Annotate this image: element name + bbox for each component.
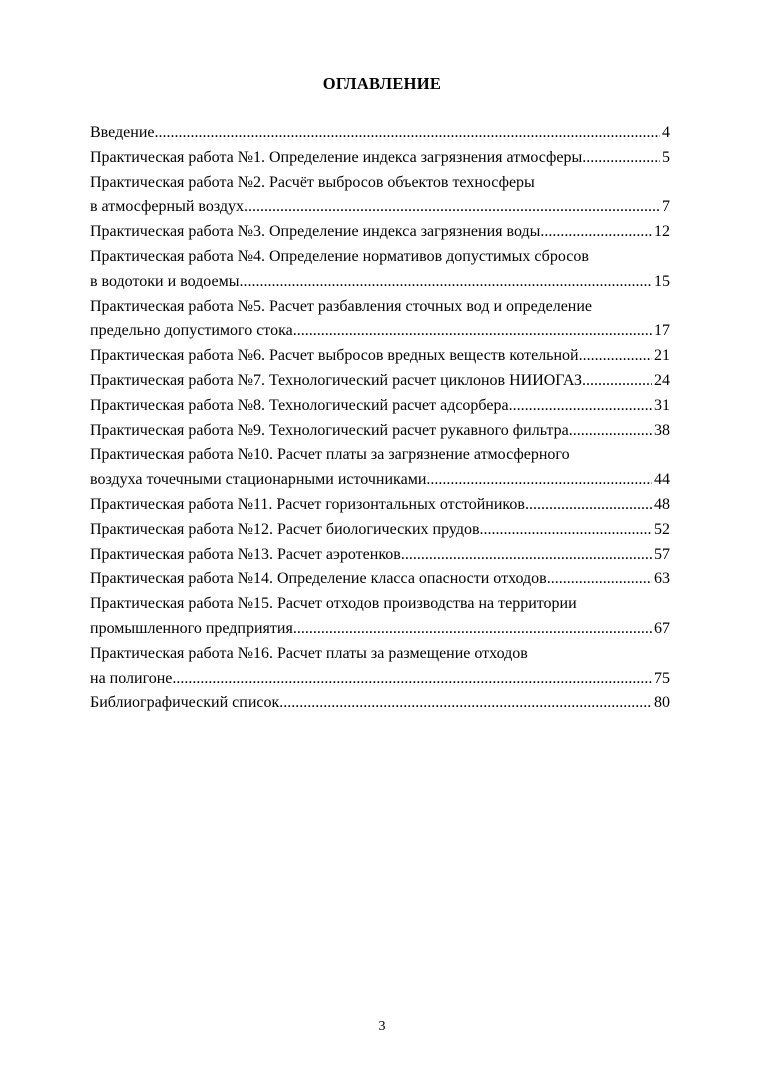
toc-entry-line — [90, 121, 670, 146]
toc-entry — [90, 592, 670, 642]
toc-entry-line — [90, 518, 670, 543]
toc-entry-title: Практическая работа №8. Технологический расчет адсорбера — [90, 396, 509, 414]
dot-leader — [582, 146, 660, 171]
toc-entry-line — [90, 642, 670, 667]
page-title: ОГЛАВЛЕНИЕ — [322, 74, 442, 93]
toc-entry — [90, 121, 670, 146]
toc-page-number: 4 — [662, 124, 670, 141]
toc-entry-line — [90, 270, 670, 295]
toc-entry — [90, 543, 670, 568]
toc-entry — [90, 443, 670, 493]
toc-entry-line — [90, 295, 670, 320]
toc-entry-title: Введение — [90, 124, 155, 141]
page-number: 3 — [378, 1019, 386, 1034]
toc-entry-line — [90, 493, 670, 518]
toc-page-number: 52 — [654, 520, 670, 538]
toc-page-number: 44 — [654, 471, 670, 489]
toc-page-number: 24 — [654, 371, 670, 389]
toc-entry-title: Библиографический список — [90, 694, 280, 712]
toc-entry — [90, 419, 670, 444]
toc-page-number: 31 — [654, 396, 670, 414]
toc-entry-title: Практическая работа №1. Определение индекса загрязнения атмосферы — [90, 148, 583, 166]
toc-entry-title: Практическая работа №7. Технологический расчет циклонов НИИОГАЗ — [90, 371, 582, 389]
toc-entry-title: Практическая работа №2. Расчёт выбросов объектов техносферы — [90, 173, 535, 191]
dot-leader — [401, 543, 652, 568]
dot-leader — [172, 667, 652, 692]
toc-entry-title: Практическая работа №16. Расчет платы за размещение отходов — [90, 644, 528, 662]
toc-entry-title: воздуха точечными стационарными источниками — [90, 471, 427, 489]
toc-entry-line — [90, 171, 670, 196]
toc-entry — [90, 493, 670, 518]
toc-page-number: 57 — [654, 545, 670, 563]
toc-page-number: 75 — [654, 669, 670, 687]
dot-leader — [480, 518, 652, 543]
toc-page-number: 15 — [654, 272, 670, 290]
dot-leader — [579, 344, 652, 369]
toc-entry-line — [90, 667, 670, 692]
toc-entry-line — [90, 419, 670, 444]
toc-entry-title: на полигоне — [90, 669, 173, 687]
toc-entry-title: Практическая работа №6. Расчет выбросов вредных веществ котельной — [90, 347, 579, 365]
toc-entry-title: Практическая работа №4. Определение нормативов допустимых сбросов — [90, 247, 589, 265]
toc-entry-line — [90, 220, 670, 245]
toc-page-number: 17 — [654, 322, 670, 340]
toc-page-number: 48 — [654, 495, 670, 513]
toc-entry — [90, 295, 670, 345]
dot-leader — [540, 220, 652, 245]
toc-entry-line — [90, 691, 670, 716]
dot-leader — [244, 195, 660, 220]
toc-entry-title: в водотоки и водоемы — [90, 272, 240, 290]
dot-leader — [279, 691, 652, 716]
toc-page-number: 7 — [662, 198, 670, 216]
toc-entry-title: Практическая работа №5. Расчет разбавления сточных вод и определение — [90, 297, 593, 315]
dot-leader — [155, 121, 661, 146]
toc-entry-line — [90, 369, 670, 394]
toc-page-number: 38 — [654, 421, 670, 439]
toc-entry — [90, 567, 670, 592]
toc-page-number: 63 — [654, 570, 670, 588]
toc-entry — [90, 344, 670, 369]
toc-entry — [90, 146, 670, 171]
toc-entry-line — [90, 543, 670, 568]
toc-entry-title: в атмосферный воздух — [90, 198, 245, 216]
toc-entry-line — [90, 617, 670, 642]
toc-entry-title: предельно допустимого стока — [90, 322, 293, 340]
toc-entry — [90, 245, 670, 295]
toc-page-number: 12 — [654, 223, 670, 241]
toc-entry-line — [90, 245, 670, 270]
toc-entry-title: Практическая работа №3. Определение индекса загрязнения воды — [90, 223, 541, 241]
toc-entry-title: Практическая работа №12. Расчет биологических прудов — [90, 520, 480, 538]
toc-page-number: 5 — [662, 148, 670, 166]
dot-leader — [293, 319, 652, 344]
toc-entry-line — [90, 394, 670, 419]
toc-entry-line — [90, 443, 670, 468]
dot-leader — [547, 567, 652, 592]
toc-entry — [90, 220, 670, 245]
dot-leader — [582, 369, 652, 394]
toc-entry — [90, 691, 670, 716]
toc-entry-line — [90, 195, 670, 220]
toc-page-number: 21 — [654, 347, 670, 365]
dot-leader — [426, 468, 652, 493]
toc-entry-title: Практическая работа №10. Расчет платы за загрязнение атмосферного — [90, 446, 570, 464]
toc-entry-line — [90, 567, 670, 592]
toc-entry — [90, 369, 670, 394]
dot-leader — [293, 617, 652, 642]
toc-entry-line — [90, 319, 670, 344]
toc-entry-title: Практическая работа №9. Технологический расчет рукавного фильтра — [90, 421, 569, 439]
dot-leader — [569, 419, 652, 444]
toc-entry — [90, 518, 670, 543]
dot-leader — [525, 493, 652, 518]
toc-entry — [90, 394, 670, 419]
toc-page-number: 67 — [654, 619, 670, 637]
table-of-contents — [90, 121, 670, 716]
toc-entry-title: промышленного предприятия — [90, 619, 293, 637]
toc-entry — [90, 171, 670, 221]
dot-leader — [509, 394, 652, 419]
toc-entry-title: Практическая работа №14. Определение класса опасности отходов — [90, 570, 547, 588]
toc-entry-line — [90, 344, 670, 369]
toc-entry-title: Практическая работа №13. Расчет аэротенков — [90, 545, 401, 563]
toc-entry-title: Практическая работа №15. Расчет отходов производства на территории — [90, 595, 577, 613]
toc-entry-line — [90, 592, 670, 617]
toc-entry-line — [90, 146, 670, 171]
dot-leader — [239, 270, 652, 295]
toc-page-number: 80 — [654, 694, 670, 712]
toc-entry-line — [90, 468, 670, 493]
toc-entry — [90, 642, 670, 692]
toc-entry-title: Практическая работа №11. Расчет горизонтальных отстойников — [90, 495, 525, 513]
